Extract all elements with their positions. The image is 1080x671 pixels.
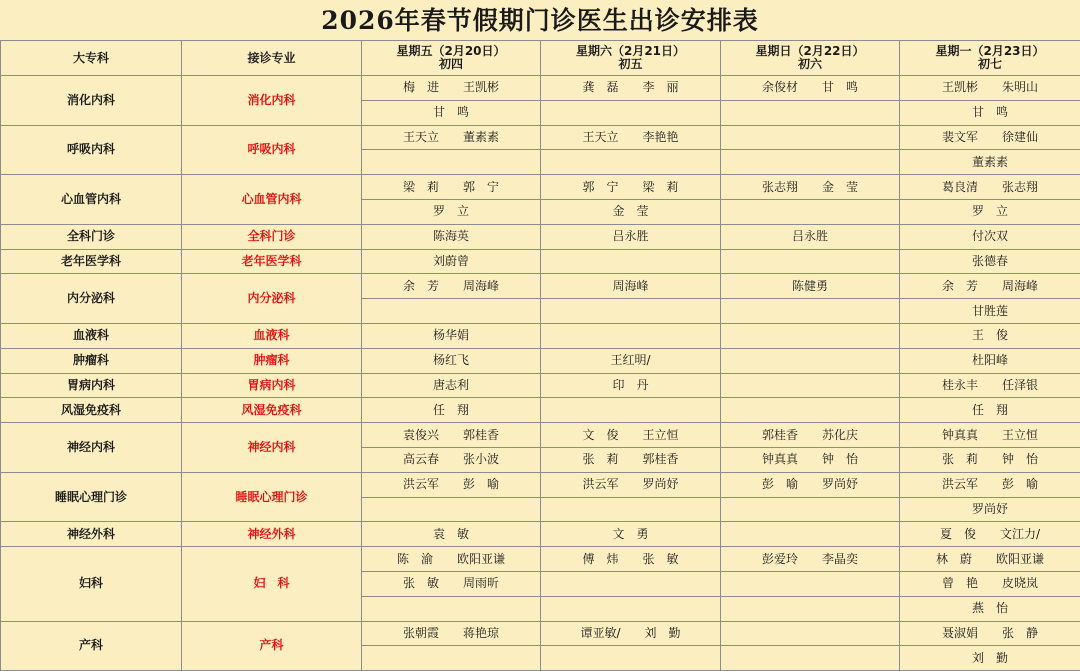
- page-title: 2026年春节假期门诊医生出诊安排表: [0, 0, 1080, 40]
- doctor-cell: [721, 299, 900, 324]
- specialty-cell: 血液科: [182, 323, 362, 348]
- doctor-cell: 彭 喻 罗尚妤: [721, 472, 900, 497]
- doctor-cell: [362, 150, 541, 175]
- table-row: [1, 472, 1080, 497]
- doctor-cell: [362, 497, 541, 522]
- doctor-cell: 文 勇: [541, 522, 721, 547]
- doctor-cell: [721, 497, 900, 522]
- doctor-cell: 刘 勤: [900, 646, 1080, 671]
- doctor-cell: [721, 571, 900, 596]
- specialty-cell: 神经内科: [182, 423, 362, 473]
- header-row: [1, 41, 1080, 76]
- doctor-cell: [541, 150, 721, 175]
- doctor-cell: 裴文军 徐建仙: [900, 125, 1080, 150]
- header-day-2: 星期六（2月21日） 初五: [541, 41, 721, 76]
- doctor-cell: [541, 596, 721, 621]
- doctor-cell: [541, 398, 721, 423]
- doctor-cell: [541, 323, 721, 348]
- doctor-cell: 洪云军 罗尚妤: [541, 472, 721, 497]
- doctor-cell: 钟真真 钟 怡: [721, 447, 900, 472]
- department-cell: 胃病内科: [1, 373, 182, 398]
- doctor-cell: [721, 646, 900, 671]
- table-row: [1, 323, 1080, 348]
- specialty-cell: 老年医学科: [182, 249, 362, 274]
- doctor-cell: 梅 进 王凯彬: [362, 76, 541, 101]
- doctor-cell: 袁 敏: [362, 522, 541, 547]
- doctor-cell: 夏 俊 文江力/: [900, 522, 1080, 547]
- doctor-cell: 张志翔 金 莹: [721, 175, 900, 200]
- table-row: [1, 348, 1080, 373]
- department-cell: 血液科: [1, 323, 182, 348]
- doctor-cell: 张朝霞 蒋艳琼: [362, 621, 541, 646]
- table-row: [1, 224, 1080, 249]
- doctor-cell: 文 俊 王立恒: [541, 423, 721, 448]
- header-day-4: 星期一（2月23日） 初七: [900, 41, 1080, 76]
- specialty-cell: 内分泌科: [182, 274, 362, 324]
- header-spec: 接诊专业: [182, 41, 362, 76]
- doctor-cell: 任 翔: [362, 398, 541, 423]
- header-dept: 大专科: [1, 41, 182, 76]
- department-cell: 肿瘤科: [1, 348, 182, 373]
- department-cell: 全科门诊: [1, 224, 182, 249]
- doctor-cell: 甘胜莲: [900, 299, 1080, 324]
- table-row: [1, 423, 1080, 448]
- doctor-cell: 余 芳 周海峰: [362, 274, 541, 299]
- doctor-cell: [721, 398, 900, 423]
- specialty-cell: 肿瘤科: [182, 348, 362, 373]
- specialty-cell: 全科门诊: [182, 224, 362, 249]
- doctor-cell: [541, 497, 721, 522]
- department-cell: 妇科: [1, 547, 182, 621]
- doctor-cell: 余俊材 甘 鸣: [721, 76, 900, 101]
- table-row: [1, 398, 1080, 423]
- doctor-cell: [721, 150, 900, 175]
- doctor-cell: [541, 571, 721, 596]
- doctor-cell: [541, 299, 721, 324]
- doctor-cell: 余 芳 周海峰: [900, 274, 1080, 299]
- doctor-cell: 张 敏 周雨昕: [362, 571, 541, 596]
- doctor-cell: 吕永胜: [721, 224, 900, 249]
- doctor-cell: 彭爱玲 李晶奕: [721, 547, 900, 572]
- doctor-cell: [541, 100, 721, 125]
- doctor-cell: 林 蔚 欧阳亚谦: [900, 547, 1080, 572]
- doctor-cell: 罗 立: [362, 199, 541, 224]
- doctor-cell: [721, 249, 900, 274]
- table-row: [1, 373, 1080, 398]
- department-cell: 产科: [1, 621, 182, 671]
- specialty-cell: 胃病内科: [182, 373, 362, 398]
- doctor-cell: 任 翔: [900, 398, 1080, 423]
- specialty-cell: 睡眠心理门诊: [182, 472, 362, 522]
- doctor-cell: 刘蔚曾: [362, 249, 541, 274]
- doctor-cell: 郭 宁 梁 莉: [541, 175, 721, 200]
- doctor-cell: 张 莉 钟 怡: [900, 447, 1080, 472]
- doctor-cell: 吕永胜: [541, 224, 721, 249]
- doctor-cell: 燕 怡: [900, 596, 1080, 621]
- doctor-cell: 王红明/: [541, 348, 721, 373]
- department-cell: 风湿免疫科: [1, 398, 182, 423]
- doctor-cell: 郭桂香 苏化庆: [721, 423, 900, 448]
- specialty-cell: 呼吸内科: [182, 125, 362, 175]
- doctor-cell: 钟真真 王立恒: [900, 423, 1080, 448]
- doctor-cell: 谭亚敏/ 刘 勤: [541, 621, 721, 646]
- doctor-cell: [362, 646, 541, 671]
- doctor-cell: [362, 596, 541, 621]
- doctor-cell: [541, 249, 721, 274]
- department-cell: 消化内科: [1, 76, 182, 126]
- department-cell: 心血管内科: [1, 175, 182, 225]
- doctor-cell: 曾 艳 皮晓岚: [900, 571, 1080, 596]
- table-row: [1, 175, 1080, 200]
- doctor-cell: [721, 323, 900, 348]
- doctor-cell: 金 莹: [541, 199, 721, 224]
- doctor-cell: 陈 渝 欧阳亚谦: [362, 547, 541, 572]
- doctor-cell: 周海峰: [541, 274, 721, 299]
- doctor-cell: 陈海英: [362, 224, 541, 249]
- doctor-cell: 洪云军 彭 喻: [900, 472, 1080, 497]
- doctor-cell: 葛良清 张志翔: [900, 175, 1080, 200]
- specialty-cell: 产科: [182, 621, 362, 671]
- doctor-cell: 龚 磊 李 丽: [541, 76, 721, 101]
- specialty-cell: 消化内科: [182, 76, 362, 126]
- doctor-cell: 甘 鸣: [362, 100, 541, 125]
- doctor-cell: 傅 炜 张 敏: [541, 547, 721, 572]
- department-cell: 老年医学科: [1, 249, 182, 274]
- doctor-cell: 王凯彬 朱明山: [900, 76, 1080, 101]
- doctor-cell: [541, 646, 721, 671]
- doctor-cell: [721, 596, 900, 621]
- specialty-cell: 风湿免疫科: [182, 398, 362, 423]
- doctor-cell: 杜阳峰: [900, 348, 1080, 373]
- doctor-cell: 甘 鸣: [900, 100, 1080, 125]
- doctor-cell: [721, 100, 900, 125]
- doctor-cell: [721, 348, 900, 373]
- doctor-cell: [721, 125, 900, 150]
- table-row: [1, 621, 1080, 646]
- doctor-cell: [721, 373, 900, 398]
- header-day-3: 星期日（2月22日） 初六: [721, 41, 900, 76]
- department-cell: 呼吸内科: [1, 125, 182, 175]
- doctor-cell: [721, 199, 900, 224]
- header-day-1: 星期五（2月20日） 初四: [362, 41, 541, 76]
- doctor-cell: 罗 立: [900, 199, 1080, 224]
- specialty-cell: 心血管内科: [182, 175, 362, 225]
- department-cell: 神经外科: [1, 522, 182, 547]
- doctor-cell: 王 俊: [900, 323, 1080, 348]
- doctor-cell: 董素素: [900, 150, 1080, 175]
- doctor-cell: [362, 299, 541, 324]
- table-row: [1, 76, 1080, 101]
- schedule-table: [0, 40, 1080, 671]
- department-cell: 神经内科: [1, 423, 182, 473]
- department-cell: 内分泌科: [1, 274, 182, 324]
- doctor-cell: 桂永丰 任泽银: [900, 373, 1080, 398]
- doctor-cell: [721, 621, 900, 646]
- doctor-cell: 袁俊兴 郭桂香: [362, 423, 541, 448]
- table-row: [1, 125, 1080, 150]
- doctor-cell: [721, 522, 900, 547]
- table-row: [1, 274, 1080, 299]
- doctor-cell: 王天立 董素素: [362, 125, 541, 150]
- doctor-cell: 高云春 张小波: [362, 447, 541, 472]
- table-row: [1, 547, 1080, 572]
- department-cell: 睡眠心理门诊: [1, 472, 182, 522]
- doctor-cell: 杨华娟: [362, 323, 541, 348]
- table-row: [1, 522, 1080, 547]
- doctor-cell: 罗尚妤: [900, 497, 1080, 522]
- specialty-cell: 神经外科: [182, 522, 362, 547]
- table-row: [1, 249, 1080, 274]
- doctor-cell: 洪云军 彭 喻: [362, 472, 541, 497]
- doctor-cell: 张德春: [900, 249, 1080, 274]
- doctor-cell: 陈健勇: [721, 274, 900, 299]
- doctor-cell: 付次双: [900, 224, 1080, 249]
- doctor-cell: 印 丹: [541, 373, 721, 398]
- doctor-cell: 王天立 李艳艳: [541, 125, 721, 150]
- doctor-cell: 唐志利: [362, 373, 541, 398]
- specialty-cell: 妇 科: [182, 547, 362, 621]
- doctor-cell: 张 莉 郭桂香: [541, 447, 721, 472]
- doctor-cell: 梁 莉 郭 宁: [362, 175, 541, 200]
- doctor-cell: 聂淑娟 张 静: [900, 621, 1080, 646]
- doctor-cell: 杨红飞: [362, 348, 541, 373]
